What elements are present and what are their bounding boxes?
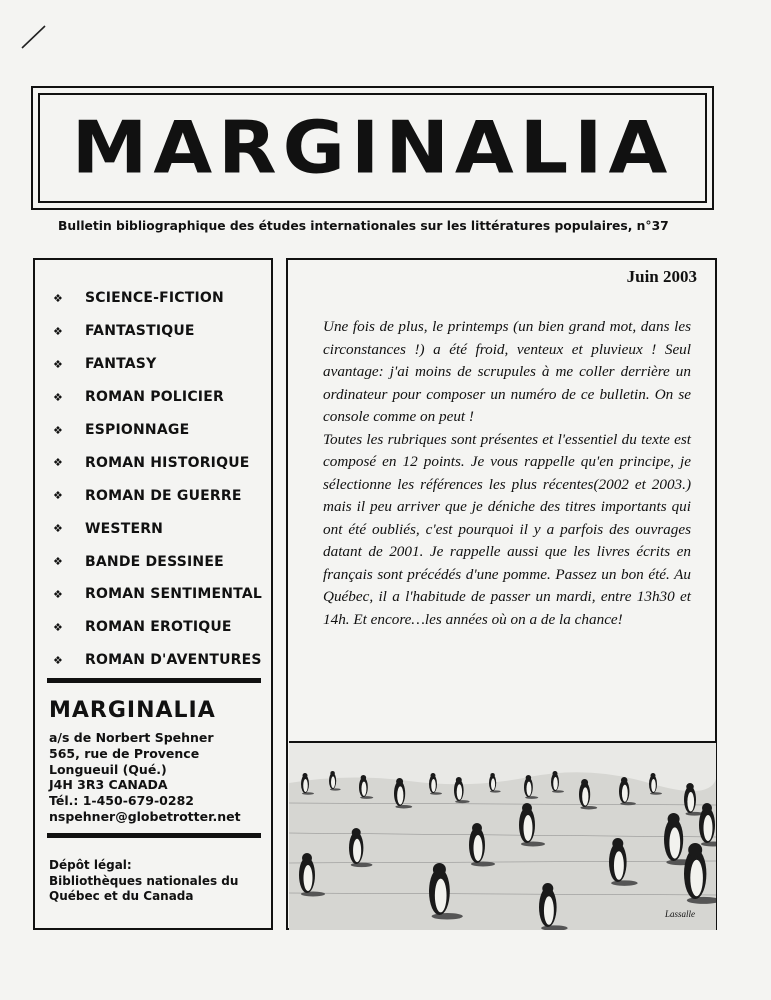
genre-item [49,315,262,348]
genre-item [49,282,262,315]
genre-list [49,282,262,677]
editorial-text [323,316,691,631]
diamond-bullet-icon: ❖ [52,423,64,437]
issue-date: Juin 2003 [626,267,697,286]
address-block [49,730,241,825]
legal-line: Bibliothèques nationales du [49,873,239,888]
diamond-bullet-icon: ❖ [52,620,64,634]
genre-item [49,578,262,611]
diamond-bullet-icon: ❖ [52,456,64,470]
email-line: nspehner@globetrotter.net [49,808,241,824]
genre-item [49,611,262,644]
sidebar [33,258,273,930]
genre-item [49,348,262,381]
diamond-bullet-icon: ❖ [52,489,64,503]
legal-line: Dépôt légal: [49,858,132,872]
genre-label: ROMAN DE GUERRE [85,487,242,504]
diamond-bullet-icon: ❖ [52,324,64,338]
pen-mark-icon [18,22,48,52]
address-line: 565, rue de Provence [49,745,200,761]
diamond-bullet-icon: ❖ [52,587,64,601]
genre-label: ROMAN SENTIMENTAL [85,586,262,603]
genre-item [49,381,262,414]
diamond-bullet-icon: ❖ [52,555,64,569]
address-line: Longueuil (Qué.) [49,761,167,777]
penguin-illustration [289,741,716,930]
divider [47,833,261,838]
genre-label: ROMAN D'AVENTURES [85,652,262,669]
legal-deposit [49,858,238,905]
artist-signature: Lassalle [665,909,696,919]
diamond-bullet-icon: ❖ [52,390,64,404]
genre-label: ROMAN POLICIER [85,389,224,406]
genre-item [49,644,262,677]
genre-label: ROMAN EROTIQUE [85,619,232,636]
divider [47,678,261,683]
genre-label: WESTERN [85,520,164,537]
genre-item [49,512,262,545]
genre-item [49,545,262,578]
diamond-bullet-icon: ❖ [52,653,64,667]
diamond-bullet-icon: ❖ [52,357,64,371]
address-title: MARGINALIA [49,698,216,723]
editorial-paragraph: Toutes les rubriques sont présentes et l'essentiel du texte est composé en 12 points. Je vous rappelle qu'en principe, je sélectionne les références les plus récentes(2002 et 2003.) mais il peu arriver que je déniche des titres importants qui ont été oubliés, c'est pourquoi il y a parfois des ouvrages datant de 2001. Je rappelle aussi que les livres écrits en français sont précédés d'une pomme. Passez un bon été. Au Québec, il a l'habitude de passer un mardi, entre 13h30 et 14h. Et encore…les années où on a de la chance! [323,430,691,628]
address-line: J4H 3R3 CANADA [49,777,168,793]
diamond-bullet-icon: ❖ [52,522,64,536]
genre-label: FANTASTIQUE [85,323,195,340]
masthead-inner-frame [38,93,707,203]
masthead-title: MARGINALIA [71,105,674,190]
editorial-paragraph: Une fois de plus, le printemps (un bien grand mot, dans les circonstances !) a été froid, venteux et pluvieux ! Seul avantage: j'ai moins de scrupules à me coller derrière un ordinateur pour composer un numéro de ce bulletin. On se console comme on peut ! [323,318,691,425]
legal-line: Québec et du Canada [49,889,194,903]
genre-label: ROMAN HISTORIQUE [85,454,250,471]
genre-label: ESPIONNAGE [85,422,190,438]
masthead [31,86,714,210]
phone-line: Tél.: 1-450-679-0282 [49,793,194,809]
address-line: a/s de Norbert Spehner [49,730,214,745]
genre-item [49,479,262,512]
genre-label: SCIENCE-FICTION [85,290,224,307]
bulletin-subtitle: Bulletin bibliographique des études internationales sur les littératures populaires, n°37 [58,219,669,233]
genre-label: BANDE DESSINEE [85,553,224,570]
genre-item [49,414,262,447]
genre-item [49,446,262,479]
main-content [286,258,717,930]
diamond-bullet-icon: ❖ [52,291,64,305]
genre-label: FANTASY [85,356,157,373]
